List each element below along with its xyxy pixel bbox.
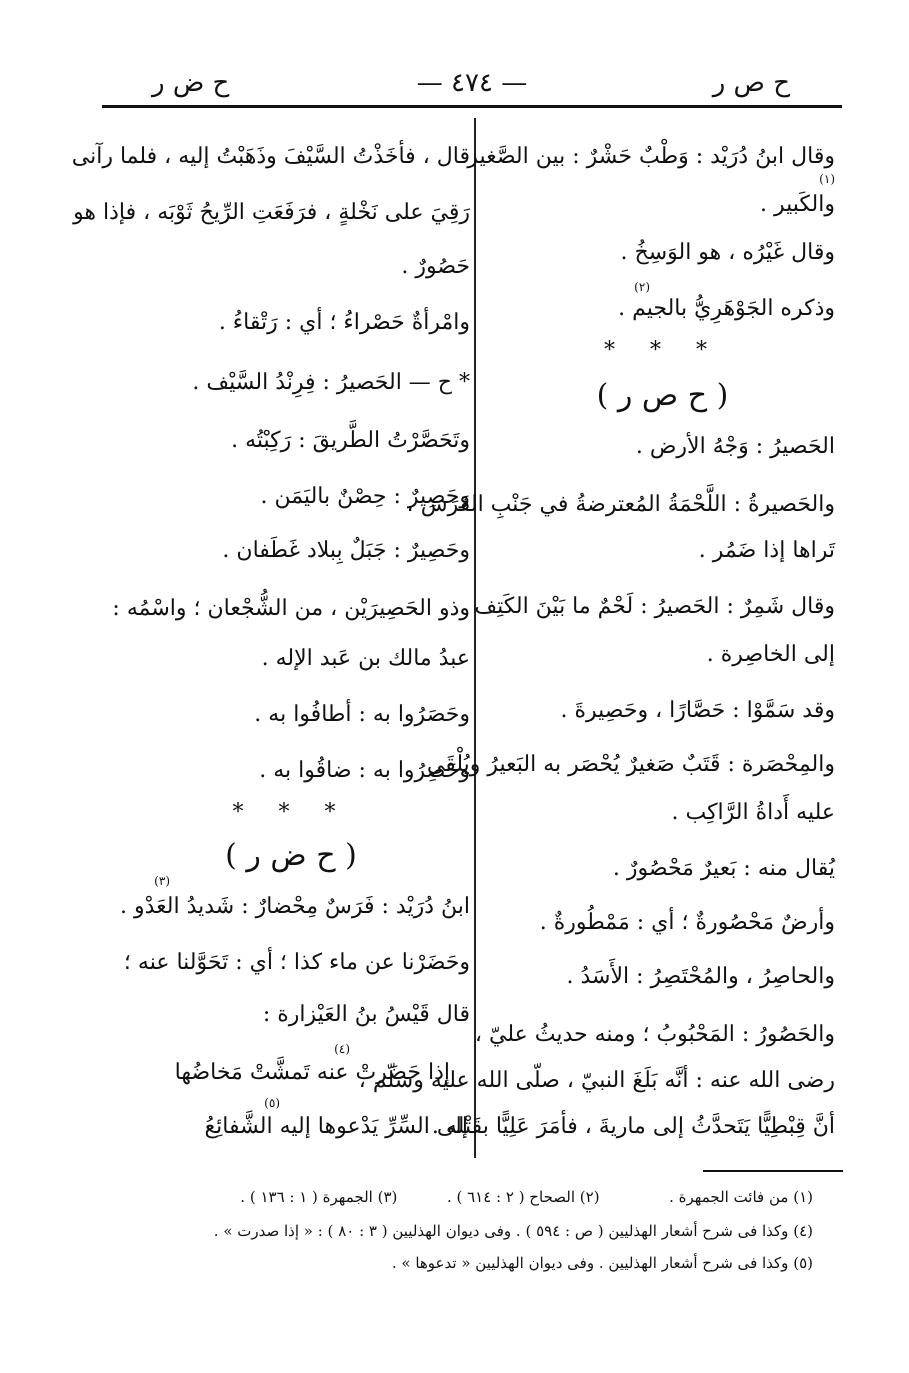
text-line: وحَصَرُوا به : أطافُوا به . (254, 702, 470, 727)
text-line: يُقال منه : بَعيرٌ مَحْصُورٌ . (612, 856, 835, 881)
section-heading: ( ح ض ر ) (225, 838, 357, 873)
text-line: والمِحْصَرة : قَتَبٌ صَغيرٌ يُحْصَر به البَعيرُ ويُلْقَى (426, 752, 835, 777)
text-line: وحَصِيرٌ : حِصْنٌ باليَمَن . (260, 484, 470, 509)
footnote-id: (٤) (793, 1222, 813, 1240)
verse-line: إلى السِّرِّ يَدْعوها إليه الشَّفائِعُ (204, 1114, 468, 1139)
text-line: وحَصِرُوا به : ضاقُوا به . (259, 758, 470, 783)
text-line: ابنُ دُرَيْد : فَرَسٌ مِحْضارٌ : شَديدُ العَدْو . (120, 894, 470, 919)
footnote-rule (703, 1170, 843, 1172)
footnote-marker: (٢) (634, 280, 650, 294)
text-line: والكَبير . (760, 192, 835, 217)
text-line: والحَصيرةُ : اللَّحْمَةُ المُعترضةُ في جَنْبِ الفَرَس ، (406, 492, 835, 517)
text-line: وذو الحَصِيرَيْن ، من الشُّجْعان ؛ واسْمُه : (112, 596, 470, 621)
text-line: الحَصيرُ : وَجْهُ الأرض . (635, 434, 835, 459)
header-right-title: ح ص ر (712, 68, 790, 98)
text-line: والحاصِرُ ، والمُحْتَصِرُ : الأَسَدُ . (566, 964, 835, 989)
text-line: عليه أَداةُ الرَّاكِب . (671, 800, 835, 825)
text-line: حَصُورٌ . (401, 254, 470, 279)
text-line: قال ، فأخَذْتُ السَّيْفَ وذَهَبْتُ إليه ، فلما رآنى (71, 144, 470, 169)
footnote-id: (٣) (377, 1188, 398, 1206)
footnote-id: (١) (793, 1188, 813, 1206)
header-left-title: ح ض ر (152, 68, 230, 98)
footnote-id: (٢) (579, 1188, 600, 1206)
footnote-line (214, 1222, 813, 1240)
text-line: وحَصِيرٌ : جَبَلٌ بِبلاد غَطَفان . (222, 538, 470, 563)
footnote-text: من فائت الجمهرة . (669, 1188, 789, 1206)
text-line: وامْرأةٌ حَصْراءُ ؛ أي : رَتْقاءُ . (218, 310, 470, 335)
footnote-marker: (٤) (334, 1042, 350, 1056)
text-line: أنَّ قِبْطِيًّا يَتَحدَّثُ إلى ماريةَ ، فأمَرَ عَلِيًّا بقَتْله . (431, 1114, 835, 1139)
footnote-marker: (٣) (154, 874, 170, 888)
section-heading: ( ح ص ر ) (596, 378, 729, 413)
text-line: وحَضَرْنا عن ماء كذا ؛ أي : تَحَوَّلنا عنه ؛ (123, 950, 470, 975)
footnote-line (240, 1188, 813, 1206)
text-line: رضى الله عنه : أنَّه بَلَغَ النبيّ ، صلّى الله عليه وسلّم ، (358, 1068, 835, 1093)
text-line: والحَصُورُ : المَحْبُوبُ ؛ ومنه حديثُ عليّ ، (474, 1022, 835, 1047)
footnote-text: وكذا فى شرح أشعار الهذليين ( ص : ٥٩٤ ) . وفى ديوان الهذليين ( ٣ : ٨٠ ) : « إذا صدرت » . (213, 1222, 789, 1240)
text-line: إلى الخاصِرة . (706, 642, 835, 667)
text-line: وقال شَمِرٌ : الحَصيرُ : لَحْمٌ ما بَيْنَ الكَتِف (474, 594, 835, 619)
text-line: وذكره الجَوْهَرِيُّ بالجيم . (618, 296, 835, 321)
header-rule (102, 105, 842, 108)
column-divider (474, 118, 476, 1158)
text-line: عبدُ مالك بن عَبد الإله . (261, 646, 470, 671)
page-number: — ٤٧٤ — (416, 68, 528, 98)
text-line: قال قَيْسُ بنُ العَيْزارة : (262, 1002, 470, 1027)
section-separator: * * * (232, 800, 350, 825)
footnote-marker: (٥) (264, 1096, 280, 1110)
footnote-text: وكذا فى شرح أشعار الهذليين . وفى ديوان الهذليين « تدعوها » . (391, 1254, 789, 1272)
text-line: * ح — الحَصيرُ : فِرِنْدُ السَّيْف . (192, 370, 470, 395)
footnote-id: (٥) (793, 1254, 813, 1272)
text-line: رَقِيَ على نَخْلةٍ ، فرَفَعَتِ الرِّيحُ ثَوْبَه ، فإذا هو (73, 200, 470, 225)
text-line: تَراها إذا ضَمُر . (698, 538, 835, 563)
footnote-line (392, 1254, 813, 1272)
text-line: وقال غَيْرُه ، هو الوَسِخُ . (620, 240, 835, 265)
verse-line: إذا حَضَرتْ عنه تَمشَّتْ مَخاضُها (174, 1060, 450, 1085)
text-line: وتَحَصَّرْتُ الطَّريقَ : رَكِبْتُه . (231, 428, 470, 453)
text-line: وأرضٌ مَحْصُورةٌ ؛ أي : مَمْطُورةٌ . (539, 910, 835, 935)
running-header (102, 62, 842, 102)
text-line: وقد سَمَّوْا : حَصَّارًا ، وحَصِيرةَ . (560, 698, 835, 723)
section-separator: * * * (604, 338, 721, 363)
text-line: وقال ابنُ دُرَيْد : وَطْبٌ حَشْرٌ : بين الصَّغير (467, 144, 835, 169)
footnote-marker: (١) (819, 172, 835, 186)
footnote-text: الصحاح ( ٢ : ٦١٤ ) . (446, 1188, 575, 1206)
footnote-text: الجمهرة ( ١ : ١٣٦ ) . (240, 1188, 373, 1206)
